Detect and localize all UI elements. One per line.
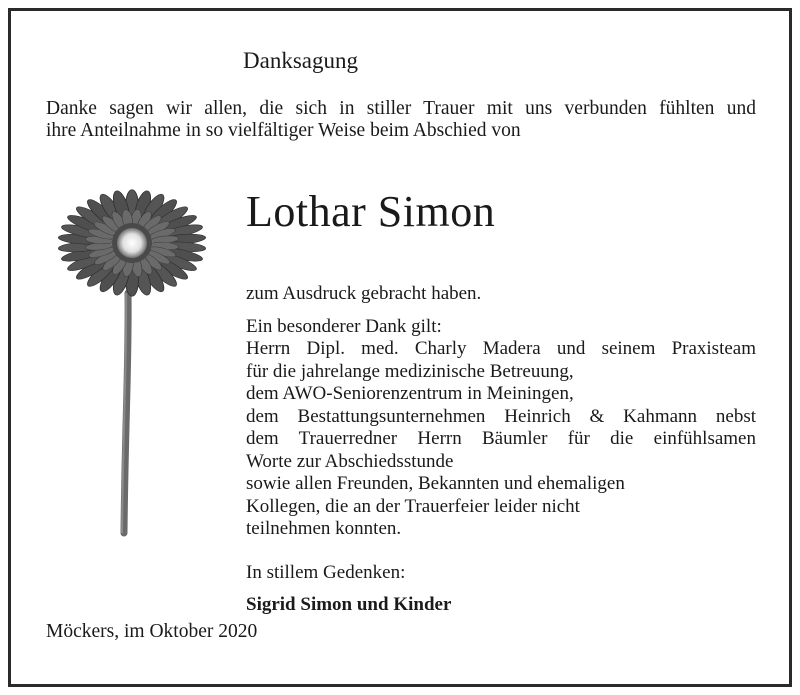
notice-heading: Danksagung — [243, 48, 358, 73]
intro-line-1: Danke sagen wir allen, die sich in stiller Trauer mit uns verbunden fühlten und — [46, 98, 756, 119]
memorial-label: In stillem Gedenken: — [246, 561, 406, 583]
thanks-line: dem Bestattungsunternehmen Heinrich & Kahmann nebst — [246, 405, 756, 427]
special-thanks-label: Ein besonderer Dank gilt: — [246, 315, 442, 337]
thanks-line: dem Trauerredner Herrn Bäumler für die einfühlsamen — [246, 428, 756, 449]
thanks-line: Kollegen, die an der Trauerfeier leider nicht — [246, 495, 580, 517]
intro-paragraph — [46, 98, 756, 142]
thanks-line: Worte zur Abschiedsstunde — [246, 450, 454, 472]
signature: Sigrid Simon und Kinder — [246, 594, 452, 615]
thanks-line: sowie allen Freunden, Bekannten und ehemaligen — [246, 473, 625, 494]
thanks-line: für die jahrelange medizinische Betreuung, — [246, 360, 574, 382]
gerbera-flower-icon — [55, 188, 215, 538]
expression-line: zum Ausdruck gebracht haben. — [246, 283, 482, 304]
place-date: Möckers, im Oktober 2020 — [46, 621, 258, 642]
thanks-line: Herrn Dipl. med. Charly Madera und seinem Praxisteam — [246, 338, 756, 359]
thanks-line: teilnehmen konnten. — [246, 518, 402, 539]
thanks-line: dem AWO-Seniorenzentrum in Meiningen, — [246, 383, 574, 404]
intro-line-2: ihre Anteilnahme in so vielfältiger Weise beim Abschied von — [46, 120, 521, 141]
deceased-name: Lothar Simon — [246, 187, 496, 236]
thanks-body — [246, 283, 756, 617]
